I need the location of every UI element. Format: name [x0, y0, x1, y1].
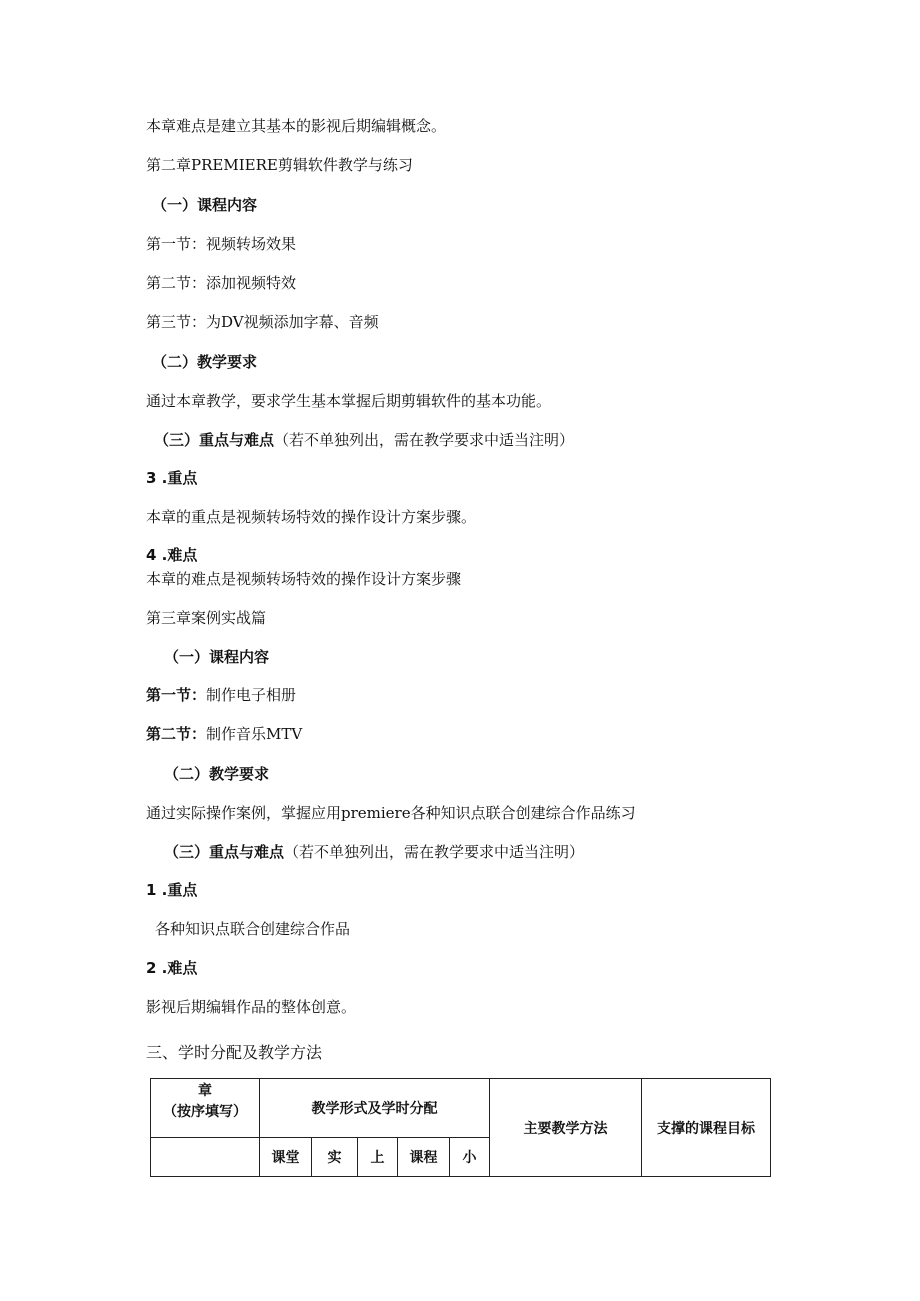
- sub-header-classroom: 课堂: [260, 1138, 312, 1177]
- sub-header-course: 课程: [398, 1138, 450, 1177]
- section-note: （若不单独列出，需在教学要求中适当注明）: [284, 843, 585, 861]
- text-line: 通过本章教学，要求学生基本掌握后期剪辑软件的基本功能。: [146, 392, 552, 410]
- text-line: 各种知识点联合创建综合作品: [155, 920, 351, 938]
- section-heading: （一）课程内容: [152, 196, 258, 214]
- item-label: 第二节：: [146, 725, 207, 743]
- text-line: 通过实际操作案例，掌握应用premiere各种知识点联合创建综合作品练习: [146, 804, 636, 822]
- section-heading: （一）课程内容: [164, 648, 270, 666]
- text-line: 本章的重点是视频转场特效的操作设计方案步骤。: [146, 508, 477, 526]
- chapter-2-title: 第二章PREMIERE剪辑软件教学与练习: [146, 156, 413, 174]
- text-line: 本章难点是建立其基本的影视后期编辑概念。: [146, 117, 447, 135]
- teaching-form-header: 教学形式及学时分配: [260, 1079, 490, 1138]
- chapter-header: 章: [198, 1083, 212, 1099]
- section-heading-row: [154, 430, 574, 450]
- text-line: 第三节：为DV视频添加字幕、音频: [146, 313, 379, 331]
- chapter-header-cell: [151, 1079, 260, 1138]
- sub-header-online: 上: [358, 1138, 398, 1177]
- text-line: 本章的难点是视频转场特效的操作设计方案步骤: [146, 570, 462, 588]
- sub-header-subtotal: 小: [450, 1138, 490, 1177]
- text-line: 第一节：视频转场效果: [146, 235, 297, 253]
- hours-allocation-table: [150, 1078, 771, 1177]
- section-heading-row: [164, 842, 584, 862]
- list-item-heading: 4 .难点: [146, 546, 198, 564]
- item-text: 制作电子相册: [206, 686, 297, 704]
- list-item-heading: 3 .重点: [146, 469, 198, 487]
- section-heading: （三）重点与难点: [164, 843, 285, 861]
- sub-header-practice: 实: [312, 1138, 358, 1177]
- section-3-title: 三、学时分配及教学方法: [146, 1043, 323, 1062]
- section-heading: （三）重点与难点: [154, 431, 275, 449]
- chapter-header-note: （按序填写）: [163, 1104, 247, 1120]
- course-target-header: 支撑的课程目标: [642, 1079, 771, 1177]
- text-row: [146, 685, 296, 705]
- chapter-3-title: 第三章案例实战篇: [146, 609, 267, 627]
- list-item-heading: 2 .难点: [146, 959, 198, 977]
- text-line: 第二节：添加视频特效: [146, 274, 297, 292]
- section-note: （若不单独列出，需在教学要求中适当注明）: [274, 431, 575, 449]
- text-line: 影视后期编辑作品的整体创意。: [146, 998, 357, 1016]
- chapter-empty-cell: [151, 1138, 260, 1177]
- item-text: 制作音乐MTV: [206, 725, 303, 743]
- section-heading: （二）教学要求: [164, 765, 270, 783]
- section-heading: （二）教学要求: [152, 353, 258, 371]
- method-header: 主要教学方法: [490, 1079, 642, 1177]
- item-label: 第一节：: [146, 686, 207, 704]
- text-row: [146, 724, 302, 744]
- list-item-heading: 1 .重点: [146, 881, 198, 899]
